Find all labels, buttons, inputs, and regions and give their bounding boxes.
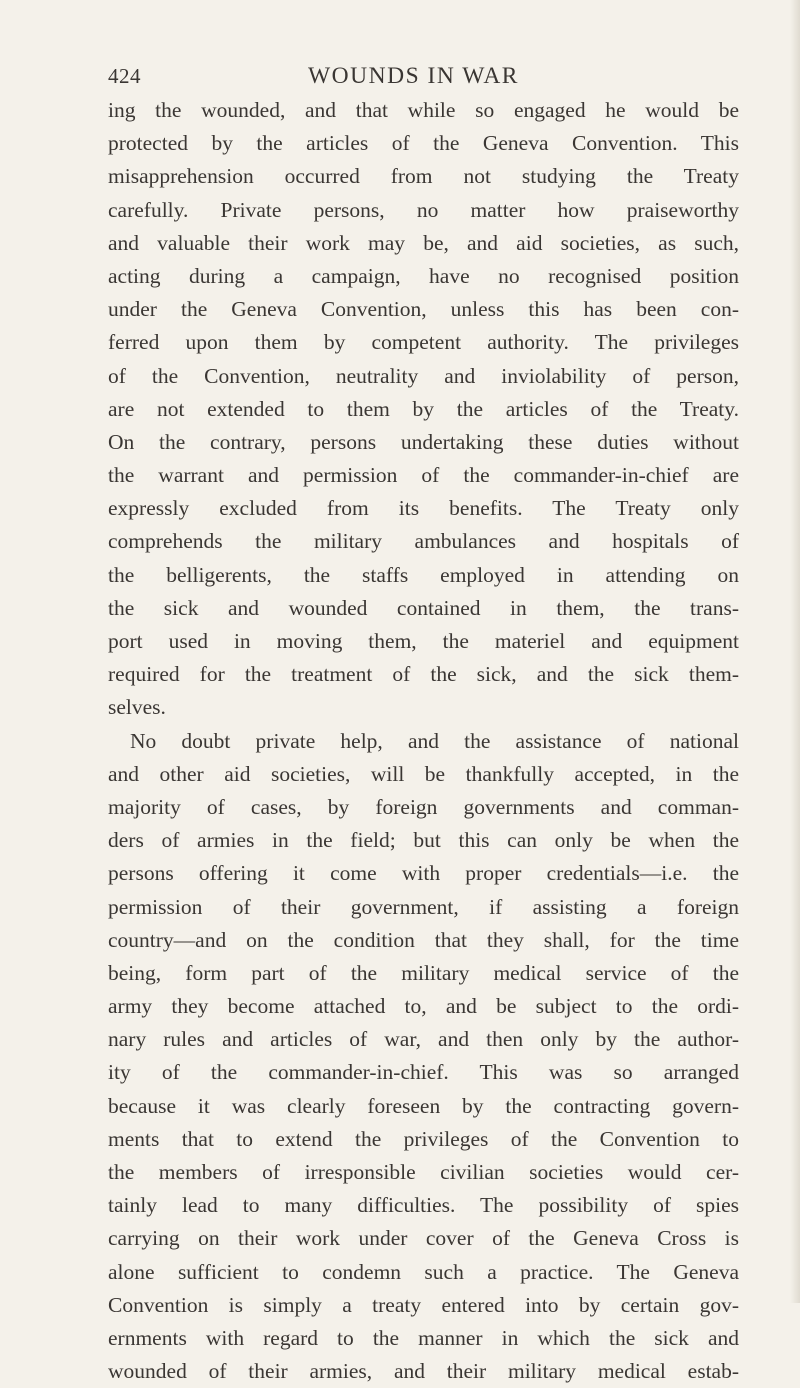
text-line: majority of cases, by foreign governments and comman- — [108, 794, 739, 819]
text-line: ity of the commander-in-chief. This was so arranged — [108, 1060, 739, 1085]
text-line: wounded of their armies, and their military medical estab- — [108, 1359, 739, 1384]
text-line: permission of their government, if assisting a foreign — [108, 894, 739, 919]
text-line: the members of irresponsible civilian societies would cer- — [108, 1160, 739, 1184]
running-title: WOUNDS IN WAR — [308, 63, 519, 89]
text-line: tainly lead to many difficulties. The possibility of spies — [108, 1193, 739, 1218]
text-line: Convention is simply a treaty entered into by certain gov- — [108, 1292, 739, 1317]
text-line: persons offering it come with proper credentials—i.e. the — [108, 861, 739, 886]
page-header — [108, 58, 708, 94]
text-line: under the Geneva Convention, unless this has been con- — [108, 297, 739, 322]
text-line: the warrant and permission of the commander-in-chief are — [108, 463, 739, 488]
text-line: ernments with regard to the manner in which the sick and — [108, 1325, 739, 1350]
text-line: and valuable their work may be, and aid societies, as such, — [108, 230, 739, 255]
text-line: alone sufficient to condemn such a practice. The Geneva — [108, 1259, 739, 1284]
text-line: country—and on the condition that they shall, for the time — [108, 927, 739, 952]
text-line: ing the wounded, and that while so engaged he would be — [108, 98, 739, 122]
text-line: ders of armies in the field; but this can only be when the — [108, 828, 739, 853]
text-line: acting during a campaign, have no recognised position — [108, 263, 739, 288]
text-line: expressly excluded from its benefits. The Treaty only — [108, 496, 739, 521]
text-line: army they become attached to, and be subject to the ordi- — [108, 994, 739, 1019]
text-line: nary rules and articles of war, and then only by the author- — [108, 1027, 739, 1052]
text-line: the sick and wounded contained in them, the trans- — [108, 595, 739, 620]
paragraph-start-line: No doubt private help, and the assistance of national — [130, 728, 739, 753]
text-line: ferred upon them by competent authority. The privileges — [108, 330, 739, 355]
text-line: are not extended to them by the articles of the Treaty. — [108, 396, 739, 421]
text-line: protected by the articles of the Geneva Convention. This — [108, 131, 739, 156]
text-line: of the Convention, neutrality and inviolability of person, — [108, 363, 739, 388]
body-text — [108, 94, 739, 1388]
text-line: the belligerents, the staffs employed in attending on — [108, 562, 739, 587]
text-line: misapprehension occurred from not studying the Treaty — [108, 164, 739, 189]
text-line: On the contrary, persons undertaking these duties without — [108, 429, 739, 454]
text-line: because it was clearly foreseen by the contracting govern- — [108, 1093, 739, 1118]
text-line: ments that to extend the privileges of the Convention to — [108, 1126, 739, 1151]
page-edge-shadow — [790, 0, 800, 1303]
page-number: 424 — [108, 64, 141, 88]
text-line: carrying on their work under cover of the Geneva Cross is — [108, 1226, 739, 1251]
text-line: carefully. Private persons, no matter how praiseworthy — [108, 197, 739, 222]
text-line: comprehends the military ambulances and hospitals of — [108, 529, 739, 554]
text-line: port used in moving them, the materiel and equipment — [108, 629, 739, 653]
text-line: required for the treatment of the sick, and the sick them- — [108, 662, 739, 687]
paragraph-end-line: selves. — [108, 695, 166, 720]
text-line: and other aid societies, will be thankfully accepted, in the — [108, 761, 739, 786]
text-line: being, form part of the military medical service of the — [108, 960, 739, 985]
